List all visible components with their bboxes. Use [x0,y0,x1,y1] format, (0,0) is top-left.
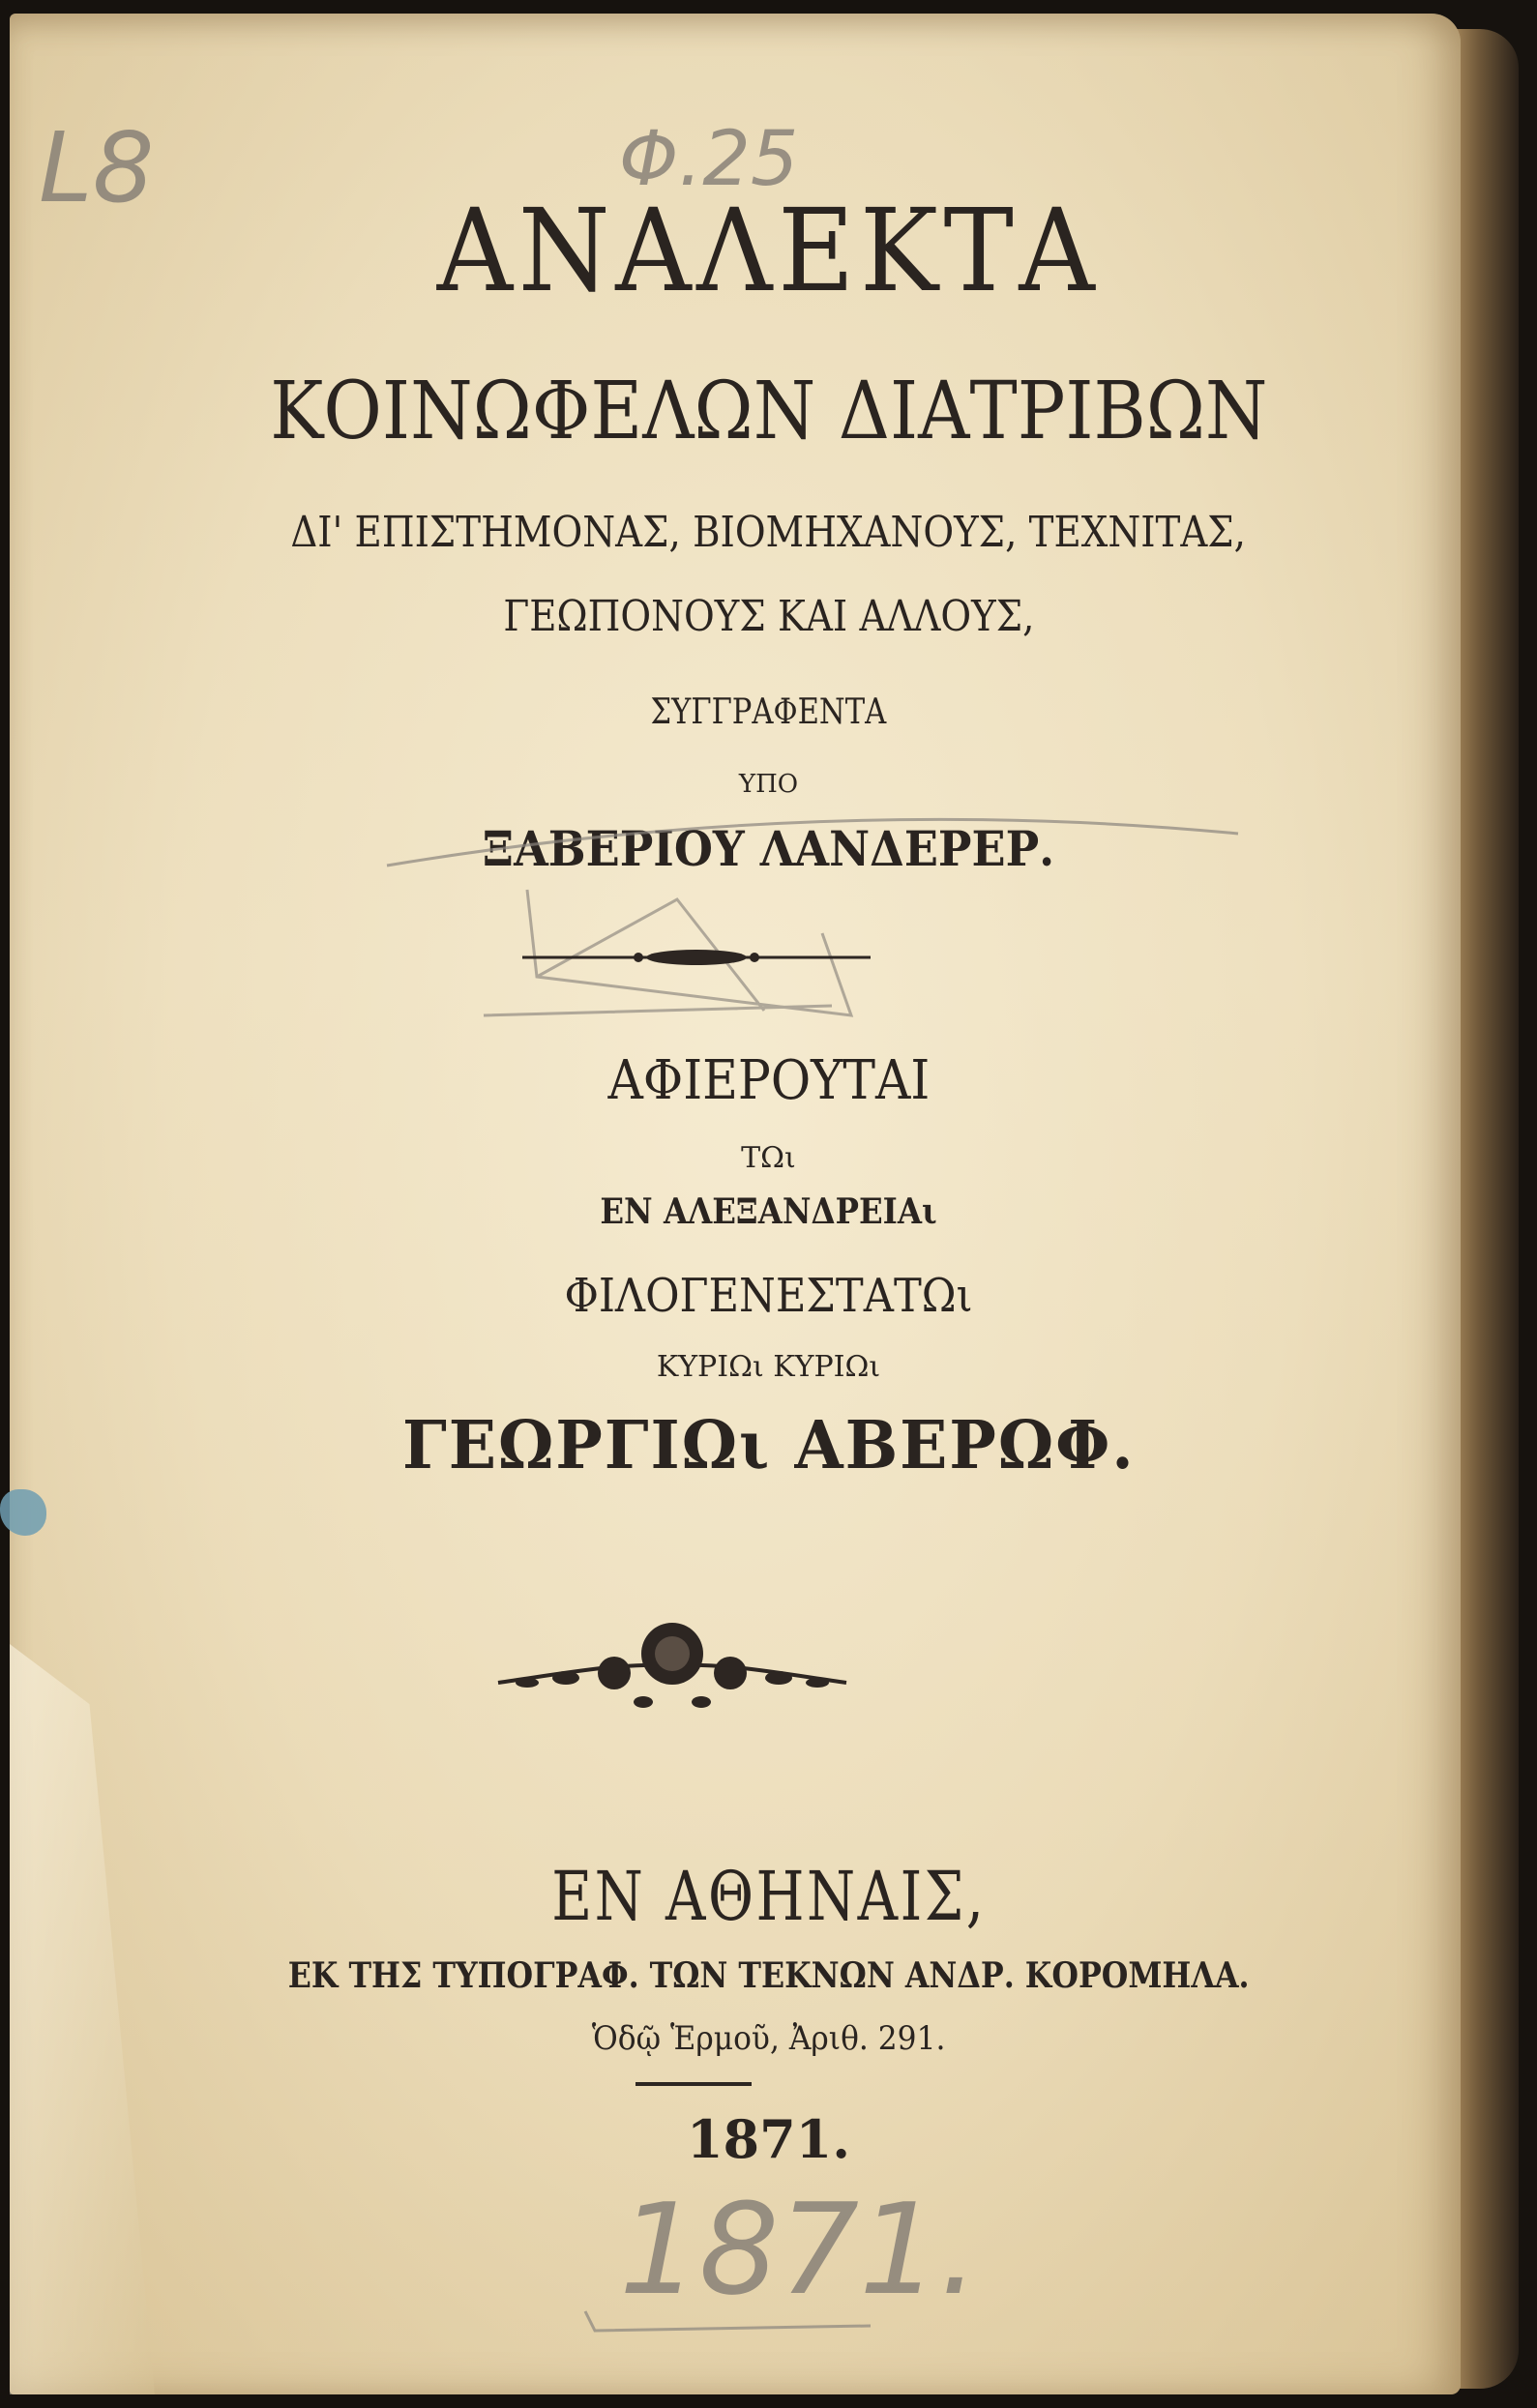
by-label: ΥΠΟ [738,770,799,799]
imprint-rule [635,2082,752,2086]
book-title: ΑΝΑΛΕΚΤΑ [436,184,1101,317]
audience-line-2: ΓΕΩΠΟΝΟΥΣ ΚΑΙ ΑΛΛΟΥΣ, [503,592,1034,641]
dedication-sir: ΚΥΡΙΩι ΚΥΡΙΩι [656,1350,881,1384]
author-name: ΞΑΒΕΡΙΟΥ ΛΑΝΔΕΡΕΡ. [482,820,1055,877]
dedication-to: ΤΩι [741,1141,796,1175]
imprint-printer: ΕΚ ΤΗΣ ΤΥΠΟΓΡΑΦ. ΤΩΝ ΤΕΚΝΩΝ ΑΝΔΡ. ΚΟΡΟΜΗΛΑ. [287,1955,1250,1996]
dedication-epithet: ΦΙΛΟΓΕΝΕΣΤΑΤΩι [564,1269,973,1323]
handwritten-year: 1871. [619,2176,980,2323]
pencil-underline [580,2302,890,2340]
pencil-marks [0,0,1537,1064]
imprint-year: 1871. [686,2108,851,2170]
dedication-place: ΕΝ ΑΛΕΞΑΝΔΡΕΙΑι [600,1191,937,1232]
audience-line-1: ΔΙ' ΕΠΙΣΤΗΜΟΝΑΣ, ΒΙΟΜΗΧΑΝΟΥΣ, ΤΕΧΝΙΤΑΣ, [290,508,1247,557]
dedicatee-name: ΓΕΩΡΓΙΩι ΑΒΕΡΩΦ. [401,1407,1136,1484]
book-subtitle: ΚΟΙΝΩΦΕΛΩΝ ΔΙΑΤΡΙΒΩΝ [269,366,1268,457]
shelf-mark-top: Φ.25 [619,116,799,203]
dedication-heading: ΑΦΙΕΡΟΥΤΑΙ [607,1049,930,1112]
imprint-place: ΕΝ ΑΘΗΝΑΙΣ, [550,1857,987,1936]
written-label: ΣΥΓΓΡΑΦΕΝΤΑ [650,692,887,732]
floral-vignette [488,1605,856,1721]
ornament-rule [522,943,871,972]
imprint-address: Ὁδῷ Ἑρμοῦ, Ἀριθ. 291. [591,2019,946,2058]
shelf-mark-left: L8 [39,111,155,224]
blue-stain [0,1489,46,1536]
